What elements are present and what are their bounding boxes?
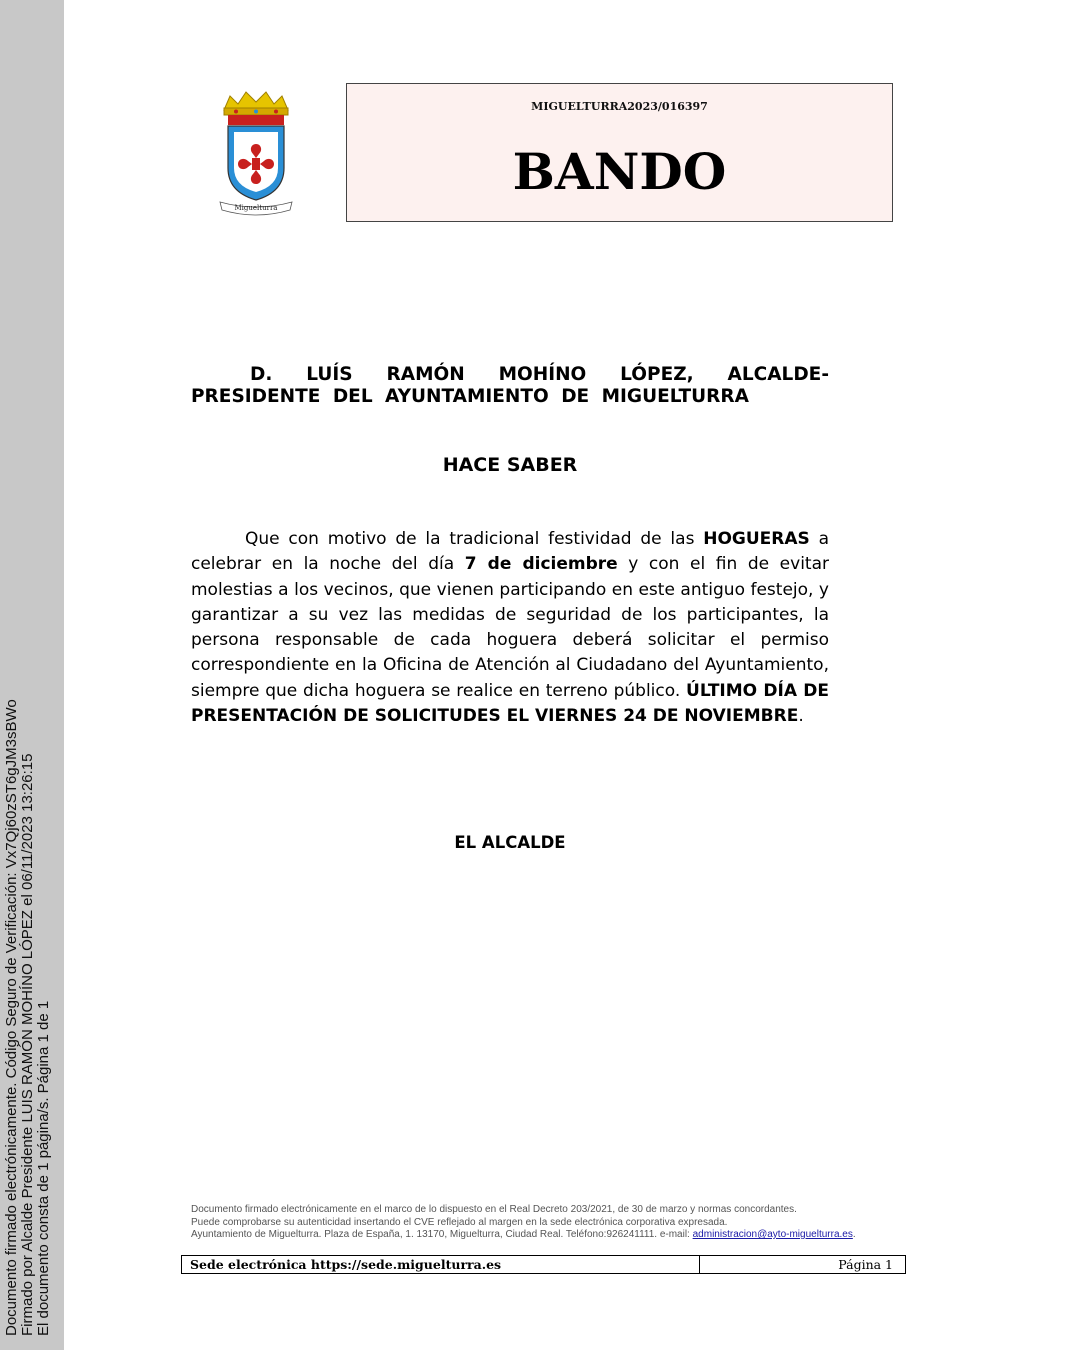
footer-email-link[interactable]: administracion@ayto-miguelturra.es	[692, 1229, 853, 1240]
paragraph-end: .	[798, 706, 804, 727]
paragraph-bold-date: 7 de diciembre	[464, 554, 618, 575]
mayor-heading: D. LUÍS RAMÓN MOHÍNO LÓPEZ, ALCALDE-PRESIDENTE DEL AYUNTAMIENTO DE MIGUELTURRA	[191, 364, 829, 407]
sede-electronica: Sede electrónica https://sede.miguelturra.es	[182, 1256, 700, 1273]
verification-line-2: Firmado por Alcalde Presidente LUIS RAMÓN MOHÍNO LÓPEZ el 06/11/2023 13:26:15	[19, 753, 36, 1336]
document-code: MIGUELTURRA2023/016397	[531, 100, 708, 113]
verification-line-1: Documento firmado electrónicamente. Código Seguro de Verificación: Vx7Qj60zST6gJM3sBWo	[3, 699, 20, 1336]
paragraph-text-3: y con el fin de evitar molestias a los vecinos, que vienen participando en este antiguo festejo, y garantizar a su vez las medidas de seguridad de los participantes, la persona responsable de cada hoguera deberá solicitar el permiso correspondiente en la Oficina de Atención al Ciudadano del Ayuntamiento, siempre que dicha hoguera se realice en terreno público.	[191, 554, 829, 701]
page-number: Página 1	[838, 1257, 893, 1272]
header-box	[346, 83, 893, 222]
svg-text:Miguelturra: Miguelturra	[234, 204, 278, 212]
paragraph-bold-hogueras: HOGUERAS	[703, 529, 810, 549]
announcement-paragraph	[191, 527, 829, 729]
paragraph-bold-deadline: ÚLTIMO DÍA DE PRESENTACIÓN DE SOLICITUDES EL VIERNES 24 DE NOVIEMBRE	[191, 680, 829, 727]
document-title: BANDO	[512, 142, 727, 201]
hace-saber-heading: HACE SABER	[442, 454, 578, 476]
verification-text	[4, 636, 52, 1336]
signature-label: EL ALCALDE	[454, 833, 566, 852]
footer-note-1: Documento firmado electrónicamente en el marco de lo dispuesto en el Real Decreto 203/2021, de 30 de marzo y normas concordantes.	[191, 1204, 797, 1215]
footer-note-end: .	[852, 1229, 856, 1240]
footer-address: Ayuntamiento de Miguelturra. Plaza de España, 1. 13170, Miguelturra, Ciudad Real. Teléfono:926241111. e-mail:	[191, 1229, 693, 1240]
footer-notes	[191, 1204, 911, 1242]
paragraph-text-2: a celebrar en la noche del día	[191, 529, 829, 575]
coat-of-arms-icon	[216, 88, 296, 220]
footer-note-2: Puede comprobarse su autenticidad insertando el CVE reflejado al margen en la sede electrónica corporativa expresada.	[191, 1216, 728, 1228]
paragraph-text-1: Que con motivo de la tradicional festividad de las	[245, 529, 704, 549]
footer-note-3	[191, 1229, 911, 1242]
verification-line-3: El documento consta de 1 página/s. Página 1 de 1	[35, 1000, 52, 1336]
footer-table	[181, 1255, 906, 1274]
